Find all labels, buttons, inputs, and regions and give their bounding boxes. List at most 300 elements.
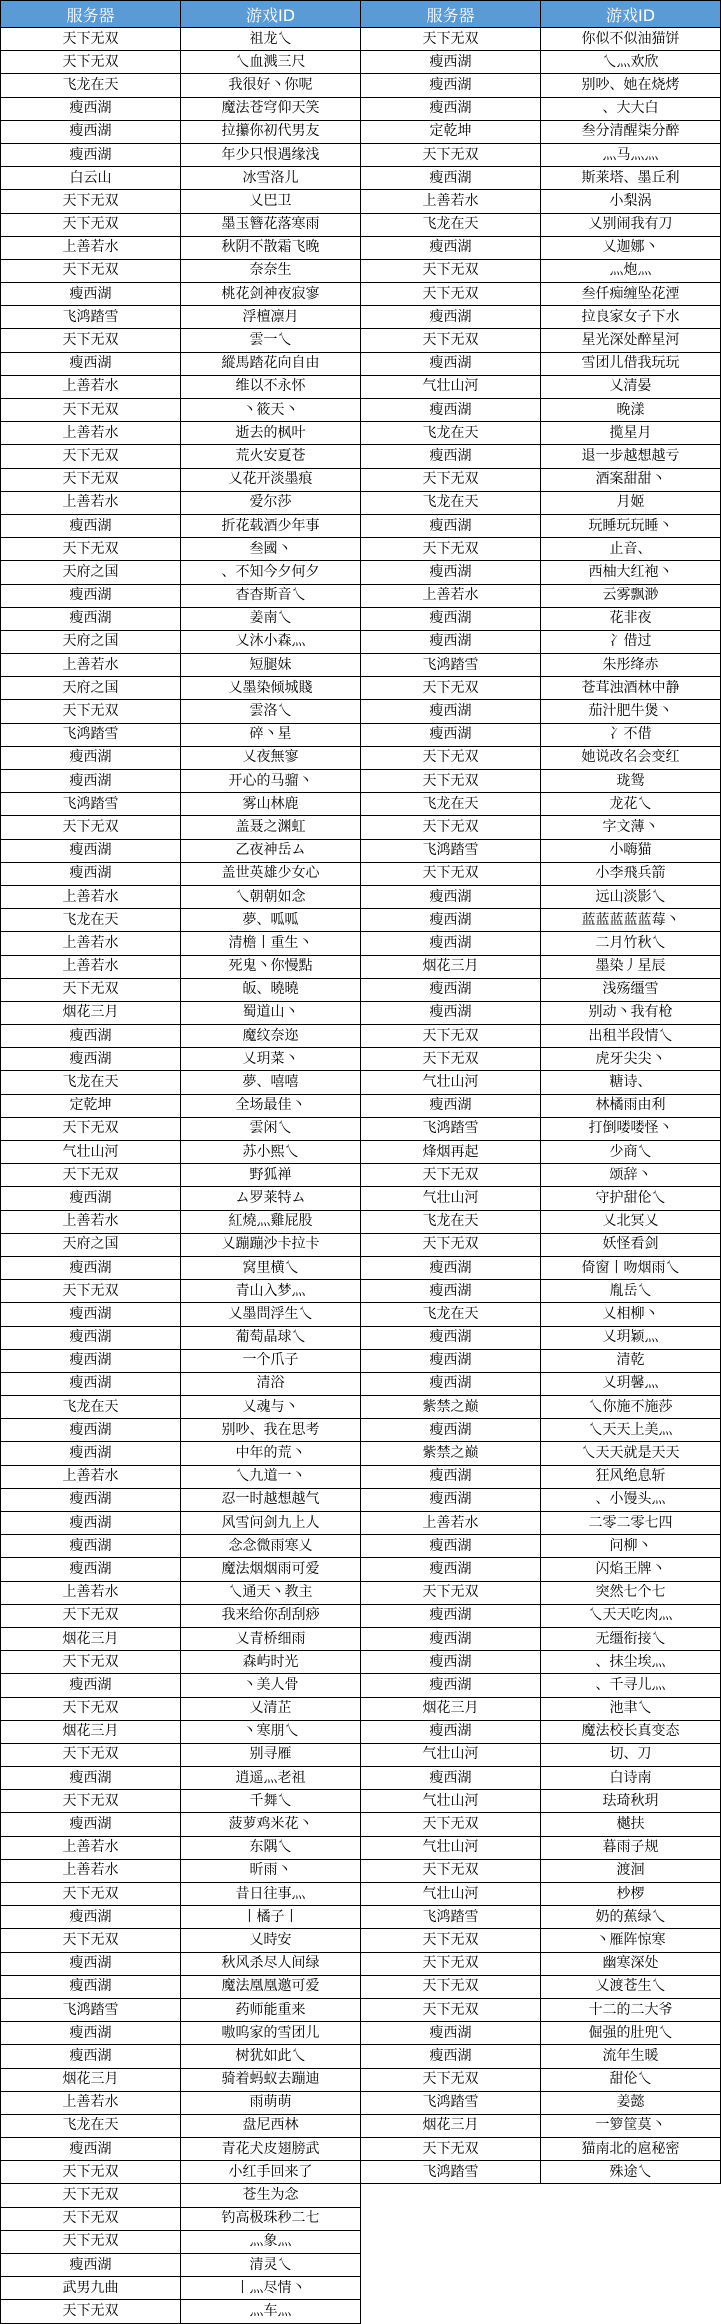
game-id-cell-right: 乂玥颖灬 (541, 1326, 721, 1349)
server-cell-right: 瘦西湖 (361, 978, 541, 1001)
table-row (1, 1233, 721, 1256)
server-cell-right: 天下无双 (361, 468, 541, 491)
server-cell-right: 瘦西湖 (361, 236, 541, 259)
server-cell-right: 天下无双 (361, 1859, 541, 1882)
server-cell-right: 飞龙在天 (361, 1210, 541, 1233)
server-cell-right: 天下无双 (361, 1998, 541, 2021)
table-row (1, 1164, 721, 1187)
table-row (1, 1372, 721, 1395)
game-id-cell-left: ム罗莱特ム (181, 1187, 361, 1210)
server-cell-right: 天下无双 (361, 677, 541, 700)
server-cell-left: 天下无双 (1, 2161, 181, 2184)
table-row (1, 28, 721, 51)
table-row (1, 1581, 721, 1604)
server-cell-right: 瘦西湖 (361, 74, 541, 97)
table-row (1, 1952, 721, 1975)
game-id-cell-right: 墨染丿星辰 (541, 955, 721, 978)
server-cell-left: 瘦西湖 (1, 1488, 181, 1511)
server-cell-right: 瘦西湖 (361, 1604, 541, 1627)
game-id-cell-left: 乙夜神岳ム (181, 839, 361, 862)
server-cell-left: 上善若水 (1, 955, 181, 978)
table-row (1, 584, 721, 607)
game-id-cell-left: 乂玥菜丶 (181, 1048, 361, 1071)
game-id-cell-left: 清檐丨重生丶 (181, 932, 361, 955)
game-id-cell-right: 虎牙尖尖丶 (541, 1048, 721, 1071)
game-id-cell-right: 白诗南 (541, 1767, 721, 1790)
game-id-cell-left: 荒火安夏苍 (181, 445, 361, 468)
server-cell-right: 气壮山河 (361, 1883, 541, 1906)
table-row (1, 1558, 721, 1581)
game-id-cell-left: 乂時安 (181, 1929, 361, 1952)
game-id-cell-left: 桃花剑神夜寂寥 (181, 283, 361, 306)
table-row (1, 630, 721, 653)
table-row (1, 2091, 721, 2114)
game-id-cell-right: 小李飛兵箭 (541, 862, 721, 885)
table-row (1, 1743, 721, 1766)
game-id-cell-left: 苏小熙乀 (181, 1141, 361, 1164)
server-cell-left: 天下无双 (1, 399, 181, 422)
server-cell-left: 瘦西湖 (1, 97, 181, 120)
server-cell-right: 瘦西湖 (361, 51, 541, 74)
server-cell-left: 天下无双 (1, 1280, 181, 1303)
table-row (1, 306, 721, 329)
game-id-cell-right: 切、刀 (541, 1743, 721, 1766)
game-id-cell-right: 樾扶 (541, 1813, 721, 1836)
table-row (1, 329, 721, 352)
server-cell-right: 飞鸿踏雪 (361, 2161, 541, 2184)
server-cell-right: 天下无双 (361, 283, 541, 306)
game-id-cell-right: 渡洄 (541, 1859, 721, 1882)
table-row (1, 1048, 721, 1071)
server-cell-right: 瘦西湖 (361, 1349, 541, 1372)
game-id-cell-right: 猫南北的扈秘密 (541, 2138, 721, 2161)
server-cell-left: 瘦西湖 (1, 2022, 181, 2045)
game-id-cell-left: 雲闲乀 (181, 1117, 361, 1140)
server-cell-right: 瘦西湖 (361, 1372, 541, 1395)
game-id-cell-left: 折花载酒少年事 (181, 514, 361, 537)
table-row (1, 1651, 721, 1674)
table-row (1, 561, 721, 584)
game-id-cell-right: 池聿乀 (541, 1697, 721, 1720)
server-cell-right: 瘦西湖 (361, 1767, 541, 1790)
game-id-cell-left: 浮檀凛月 (181, 306, 361, 329)
game-id-cell-right: 倚窗丨吻烟雨乀 (541, 1256, 721, 1279)
table-row (1, 190, 721, 213)
game-id-cell-right: 乀天天就是天天 (541, 1442, 721, 1465)
game-id-cell-left: 魔法烟烟雨可爱 (181, 1558, 361, 1581)
game-id-cell-left: 年少只恨遇缘浅 (181, 143, 361, 166)
game-id-cell-left: 清浴 (181, 1372, 361, 1395)
server-cell-left: 飞龙在天 (1, 1396, 181, 1419)
server-cell-right (361, 2207, 541, 2230)
game-id-cell-right: 奶的蕉绿乀 (541, 1906, 721, 1929)
server-cell-left: 天下无双 (1, 28, 181, 51)
table-row (1, 1001, 721, 1024)
game-id-cell-left: 奈奈生 (181, 259, 361, 282)
server-cell-left: 上善若水 (1, 1210, 181, 1233)
game-id-cell-right: 珑鸳 (541, 770, 721, 793)
server-cell-left: 瘦西湖 (1, 283, 181, 306)
game-id-cell-right: 小梨涡 (541, 190, 721, 213)
server-cell-right: 气壮山河 (361, 1836, 541, 1859)
table-row (1, 1349, 721, 1372)
table-row (1, 283, 721, 306)
server-cell-right: 上善若水 (361, 1512, 541, 1535)
server-cell-left: 瘦西湖 (1, 584, 181, 607)
game-id-cell-right: 止音、 (541, 538, 721, 561)
server-cell-right: 烟花三月 (361, 2114, 541, 2137)
game-id-cell-left: 乀血溅三尺 (181, 51, 361, 74)
game-id-cell-left: 青山入梦灬 (181, 1280, 361, 1303)
server-cell-left: 瘦西湖 (1, 1975, 181, 1998)
server-cell-right: 定乾坤 (361, 120, 541, 143)
game-id-cell-right: 拉良家女子下水 (541, 306, 721, 329)
table-row (1, 236, 721, 259)
server-cell-right: 瘦西湖 (361, 1465, 541, 1488)
game-id-cell-left: 丶美人骨 (181, 1674, 361, 1697)
server-cell-left: 瘦西湖 (1, 2254, 181, 2277)
game-id-cell-left: 乂巴卫 (181, 190, 361, 213)
game-id-cell-left: 乂沐小森灬 (181, 630, 361, 653)
server-cell-left: 上善若水 (1, 885, 181, 908)
game-id-cell-right: 揽星月 (541, 422, 721, 445)
server-cell-left: 天下无双 (1, 2207, 181, 2230)
game-id-cell-left: 乂魂与丶 (181, 1396, 361, 1419)
game-id-cell-left: 丶筱天丶 (181, 399, 361, 422)
table-row (1, 1210, 721, 1233)
table-row (1, 2230, 721, 2253)
game-id-cell-left: 乀九道一丶 (181, 1465, 361, 1488)
game-id-cell-left: 雾山林鹿 (181, 793, 361, 816)
server-cell-right: 瘦西湖 (361, 1488, 541, 1511)
table-row (1, 839, 721, 862)
server-cell-right: 瘦西湖 (361, 97, 541, 120)
server-cell-right: 天下无双 (361, 862, 541, 885)
server-cell-left: 定乾坤 (1, 1094, 181, 1117)
server-cell-right: 瘦西湖 (361, 2022, 541, 2045)
table-row (1, 1767, 721, 1790)
game-id-cell-left: 丨橘子丨 (181, 1906, 361, 1929)
server-cell-right: 瘦西湖 (361, 723, 541, 746)
table-row (1, 746, 721, 769)
server-cell-left: 天下无双 (1, 445, 181, 468)
table-row (1, 2114, 721, 2137)
game-id-cell-right: 浅殇缰雪 (541, 978, 721, 1001)
server-cell-left: 瘦西湖 (1, 2045, 181, 2068)
game-id-cell-left: 祖龙乀 (181, 28, 361, 51)
game-id-cell-right: 你似不似油猫饼 (541, 28, 721, 51)
game-id-cell-right: 杪椤 (541, 1883, 721, 1906)
game-id-cell-right: 狂风绝息斩 (541, 1465, 721, 1488)
game-id-cell-left: 窝里横乀 (181, 1256, 361, 1279)
server-cell-right: 飞鸿踏雪 (361, 2091, 541, 2114)
server-cell-left: 上善若水 (1, 1581, 181, 1604)
game-id-cell-right: 问柳丶 (541, 1535, 721, 1558)
server-cell-left: 瘦西湖 (1, 1256, 181, 1279)
table-row (1, 491, 721, 514)
server-cell-right: 飞鸿踏雪 (361, 1906, 541, 1929)
server-cell-left: 天下无双 (1, 259, 181, 282)
server-cell-right: 瘦西湖 (361, 1535, 541, 1558)
server-cell-right: 瘦西湖 (361, 1651, 541, 1674)
server-cell-right: 气壮山河 (361, 1187, 541, 1210)
game-id-cell-left: 秋风杀尽人间绿 (181, 1952, 361, 1975)
game-id-cell-left: 中年的荒丶 (181, 1442, 361, 1465)
table-row (1, 1025, 721, 1048)
game-id-cell-right: 林橘雨由利 (541, 1094, 721, 1117)
table-row (1, 1813, 721, 1836)
server-cell-left: 瘦西湖 (1, 1906, 181, 1929)
server-cell-left: 瘦西湖 (1, 1952, 181, 1975)
game-id-cell-left: 乂墨問浮生乀 (181, 1303, 361, 1326)
server-cell-right: 上善若水 (361, 584, 541, 607)
table-row (1, 978, 721, 1001)
game-id-cell-left: 姜南乀 (181, 607, 361, 630)
server-cell-right: 瘦西湖 (361, 909, 541, 932)
server-cell-left: 武男九曲 (1, 2277, 181, 2300)
game-id-cell-right (541, 2300, 721, 2323)
game-id-cell-right: 二零二零七四 (541, 1512, 721, 1535)
game-id-cell-left: 紅燒灬雞屁股 (181, 1210, 361, 1233)
game-id-cell-right: 乂玥馨灬 (541, 1372, 721, 1395)
server-cell-right: 瘦西湖 (361, 1558, 541, 1581)
game-id-cell-right: 月姬 (541, 491, 721, 514)
server-cell-right: 天下无双 (361, 746, 541, 769)
table-row (1, 909, 721, 932)
server-cell-left: 瘦西湖 (1, 746, 181, 769)
table-row (1, 213, 721, 236)
game-id-cell-left: 魔纹奈迩 (181, 1025, 361, 1048)
server-cell-right: 瘦西湖 (361, 607, 541, 630)
game-id-cell-right: 退一步越想越亏 (541, 445, 721, 468)
game-id-cell-left: 别吵、我在思考 (181, 1419, 361, 1442)
game-id-cell-left: 维以不永怀 (181, 375, 361, 398)
server-cell-left: 天下无双 (1, 213, 181, 236)
server-cell-left: 气壮山河 (1, 1141, 181, 1164)
server-cell-left: 上善若水 (1, 654, 181, 677)
server-cell-right: 天下无双 (361, 1581, 541, 1604)
table-row (1, 1512, 721, 1535)
game-id-cell-left: 东隅乀 (181, 1836, 361, 1859)
server-cell-right: 飞龙在天 (361, 491, 541, 514)
server-cell-left: 瘦西湖 (1, 2138, 181, 2161)
server-cell-left: 飞龙在天 (1, 2114, 181, 2137)
server-cell-left: 瘦西湖 (1, 1326, 181, 1349)
game-id-cell-right: 灬炮灬 (541, 259, 721, 282)
server-cell-right: 天下无双 (361, 816, 541, 839)
table-row (1, 352, 721, 375)
table-row (1, 143, 721, 166)
server-cell-right: 瘦西湖 (361, 306, 541, 329)
table-row (1, 1674, 721, 1697)
server-cell-left: 上善若水 (1, 2091, 181, 2114)
server-cell-left: 天下无双 (1, 190, 181, 213)
game-id-cell-left: 野狐禅 (181, 1164, 361, 1187)
table-row (1, 793, 721, 816)
game-id-cell-right: 少商乀 (541, 1141, 721, 1164)
server-cell-right: 烽烟再起 (361, 1141, 541, 1164)
server-cell-right: 瘦西湖 (361, 1256, 541, 1279)
server-cell-left: 瘦西湖 (1, 143, 181, 166)
server-cell-left: 瘦西湖 (1, 120, 181, 143)
game-id-cell-right: 冫借过 (541, 630, 721, 653)
game-id-cell-left: 夢、呱呱 (181, 909, 361, 932)
server-cell-left: 天下无双 (1, 1164, 181, 1187)
game-id-cell-right: 叁仟痴缠坠花湮 (541, 283, 721, 306)
game-id-cell-right: 乂渡苍生乀 (541, 1975, 721, 1998)
server-cell-left: 上善若水 (1, 1859, 181, 1882)
server-cell-right: 飞龙在天 (361, 793, 541, 816)
server-cell-right: 瘦西湖 (361, 1627, 541, 1650)
game-id-cell-left: 我来给你刮刮痧 (181, 1604, 361, 1627)
game-id-cell-right: 乂北冥乂 (541, 1210, 721, 1233)
game-id-cell-right: 酒案甜甜丶 (541, 468, 721, 491)
server-cell-left: 天下无双 (1, 1929, 181, 1952)
game-id-cell-left: 苍生为念 (181, 2184, 361, 2207)
table-row (1, 74, 721, 97)
game-id-cell-left: 夢、嘻嘻 (181, 1071, 361, 1094)
server-cell-right: 瘦西湖 (361, 700, 541, 723)
server-cell-right: 瘦西湖 (361, 167, 541, 190)
game-id-cell-right: 一箩筐莫丶 (541, 2114, 721, 2137)
server-cell-left: 天府之国 (1, 1233, 181, 1256)
game-id-cell-left: 縱馬踏花向自由 (181, 352, 361, 375)
table-row (1, 2207, 721, 2230)
game-id-cell-right: 字文薄丶 (541, 816, 721, 839)
game-id-cell-left: 药师能重来 (181, 1998, 361, 2021)
server-cell-right (361, 2254, 541, 2277)
game-id-cell-right: 、小馒头灬 (541, 1488, 721, 1511)
game-id-cell-left: 青花犬皮翅膀武 (181, 2138, 361, 2161)
table-row (1, 120, 721, 143)
table-row (1, 816, 721, 839)
table-body (1, 28, 721, 2324)
game-id-cell-right: 殊途乀 (541, 2161, 721, 2184)
server-cell-right: 气壮山河 (361, 1790, 541, 1813)
server-cell-left: 天下无双 (1, 329, 181, 352)
game-id-cell-left: 短腿妹 (181, 654, 361, 677)
server-cell-left: 瘦西湖 (1, 1813, 181, 1836)
table-row (1, 1697, 721, 1720)
header-server-1: 服务器 (1, 1, 181, 28)
server-cell-right: 飞鸿踏雪 (361, 654, 541, 677)
game-id-cell-right: 姜懿 (541, 2091, 721, 2114)
server-cell-right: 瘦西湖 (361, 1280, 541, 1303)
server-cell-left: 飞鸿踏雪 (1, 723, 181, 746)
table-row (1, 1604, 721, 1627)
table-row (1, 1836, 721, 1859)
server-cell-right (361, 2300, 541, 2323)
game-id-cell-left: 墨玉簪花落寒雨 (181, 213, 361, 236)
table-row (1, 2138, 721, 2161)
table-row (1, 1627, 721, 1650)
server-cell-left: 烟花三月 (1, 2068, 181, 2091)
game-id-cell-right: 茄汁肥牛煲丶 (541, 700, 721, 723)
table-row (1, 2068, 721, 2091)
game-id-cell-left: 丶寒朋乀 (181, 1720, 361, 1743)
server-cell-right (361, 2230, 541, 2253)
table-row (1, 1442, 721, 1465)
server-cell-right: 瘦西湖 (361, 1674, 541, 1697)
game-id-cell-left: 忍一时越想越气 (181, 1488, 361, 1511)
game-id-cell-right: 妖怪看剑 (541, 1233, 721, 1256)
table-row (1, 770, 721, 793)
server-cell-left: 上善若水 (1, 1465, 181, 1488)
server-cell-right: 天下无双 (361, 28, 541, 51)
game-id-cell-right: 乂相柳丶 (541, 1303, 721, 1326)
game-id-cell-left: 菠萝鸡米花丶 (181, 1813, 361, 1836)
game-id-cell-right: 幽寒深处 (541, 1952, 721, 1975)
server-cell-left: 天下无双 (1, 978, 181, 1001)
game-id-cell-right: 花非夜 (541, 607, 721, 630)
game-id-cell-right: 小嗨猫 (541, 839, 721, 862)
game-id-cell-left: 葡萄晶球乀 (181, 1326, 361, 1349)
server-cell-left: 瘦西湖 (1, 352, 181, 375)
game-id-cell-right: 冫不借 (541, 723, 721, 746)
game-id-cell-right: 灬马灬灬 (541, 143, 721, 166)
server-cell-left: 天下无双 (1, 2300, 181, 2323)
server-cell-left: 天下无双 (1, 468, 181, 491)
game-id-cell-left: 乂清芷 (181, 1697, 361, 1720)
game-id-cell-right: 晚漾 (541, 399, 721, 422)
server-cell-right: 天下无双 (361, 1813, 541, 1836)
server-cell-right: 天下无双 (361, 770, 541, 793)
game-id-cell-right: 甜伦乀 (541, 2068, 721, 2091)
game-id-cell-right: 朱彤绛赤 (541, 654, 721, 677)
server-cell-right: 瘦西湖 (361, 2045, 541, 2068)
server-cell-left: 天下无双 (1, 538, 181, 561)
game-id-cell-left: 盘尼西林 (181, 2114, 361, 2137)
server-cell-right: 瘦西湖 (361, 1419, 541, 1442)
server-cell-left: 天下无双 (1, 2230, 181, 2253)
server-cell-left: 天下无双 (1, 1651, 181, 1674)
game-id-cell-right: 乀灬欢欣 (541, 51, 721, 74)
table-row (1, 1720, 721, 1743)
game-id-cell-right: 清乾 (541, 1349, 721, 1372)
table-row (1, 1326, 721, 1349)
server-cell-right: 天下无双 (361, 1929, 541, 1952)
server-cell-right: 天下无双 (361, 2068, 541, 2091)
server-cell-right: 飞鸿踏雪 (361, 839, 541, 862)
server-cell-left: 飞鸿踏雪 (1, 1998, 181, 2021)
server-cell-left: 天下无双 (1, 1883, 181, 1906)
server-cell-left: 天府之国 (1, 677, 181, 700)
game-id-cell-right: 西柚大红袍丶 (541, 561, 721, 584)
table-row (1, 1419, 721, 1442)
table-row (1, 862, 721, 885)
server-cell-right: 紫禁之巅 (361, 1442, 541, 1465)
game-id-cell-right: 丶雁阵惊寒 (541, 1929, 721, 1952)
table-row (1, 885, 721, 908)
server-cell-right: 瘦西湖 (361, 514, 541, 537)
game-id-cell-left: 雲洛乀 (181, 700, 361, 723)
game-id-cell-left: 魔法苍穹仰天笑 (181, 97, 361, 120)
server-cell-right: 天下无双 (361, 1952, 541, 1975)
game-id-cell-right (541, 2207, 721, 2230)
server-cell-right: 瘦西湖 (361, 1094, 541, 1117)
game-id-cell-right: 乂迦娜丶 (541, 236, 721, 259)
server-cell-left: 瘦西湖 (1, 770, 181, 793)
game-id-cell-right: 二月竹秋乀 (541, 932, 721, 955)
game-id-cell-right: 别动丶我有枪 (541, 1001, 721, 1024)
server-cell-left: 飞鸿踏雪 (1, 793, 181, 816)
server-cell-left: 天下无双 (1, 1117, 181, 1140)
game-id-cell-left: 盖世英雄少女心 (181, 862, 361, 885)
server-cell-right: 飞龙在天 (361, 1303, 541, 1326)
game-id-cell-right (541, 2230, 721, 2253)
game-id-cell-right: 乀天天上美灬 (541, 1419, 721, 1442)
table-row (1, 2022, 721, 2045)
